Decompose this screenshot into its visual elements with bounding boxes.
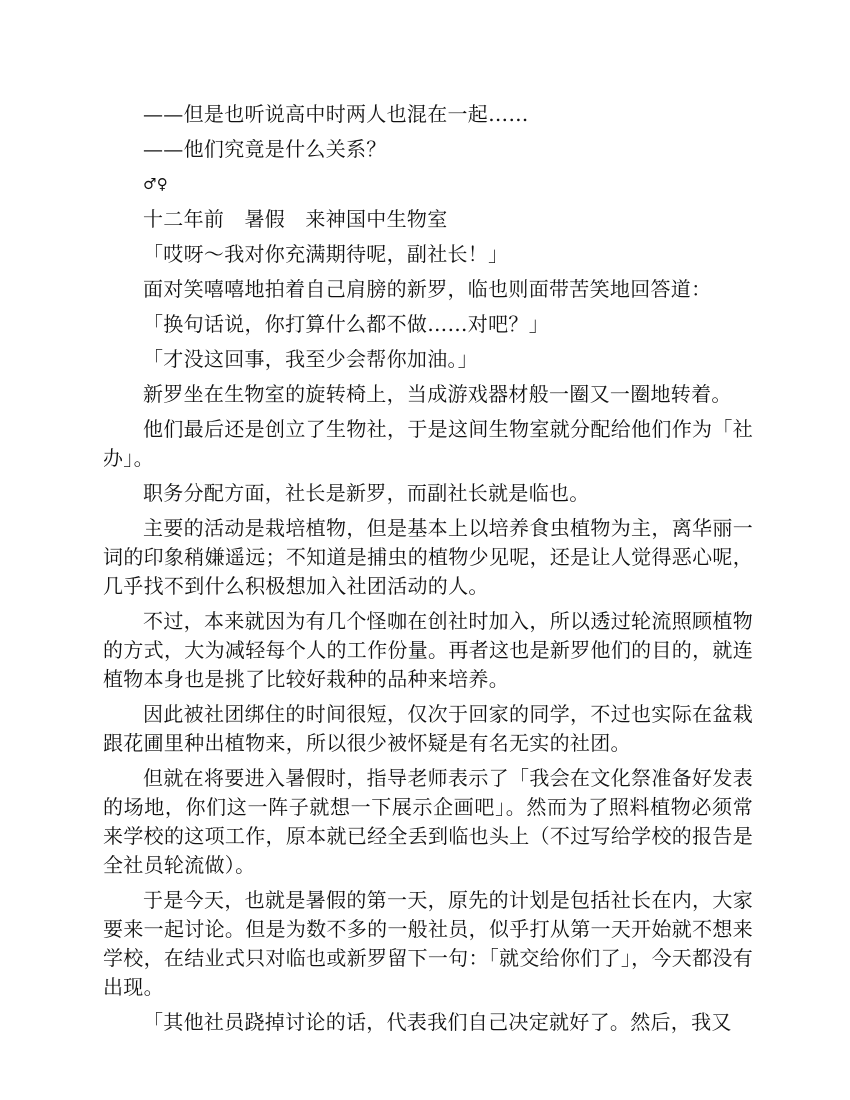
paragraph-narration: 于是今天，也就是暑假的第一天，原先的计划是包括社长在内，大家要来一起讨论。但是为数不多的一般社员，似乎打从第一天开始就不想来学校，在结业式只对临也或新罗留下一句：「就交给你们了」，今天都没有出现。 bbox=[103, 888, 753, 999]
paragraph-narration: 新罗坐在生物室的旋转椅上，当成游戏器材般一圈又一圈地转着。 bbox=[143, 382, 732, 406]
paragraph-narration: 职务分配方面，社长是新罗，而副社长就是临也。 bbox=[143, 481, 590, 505]
paragraph-dialogue: 「才没这回事，我至少会帮你加油。」 bbox=[143, 347, 479, 371]
section-break-symbols: ♂♀ bbox=[143, 175, 169, 193]
scene-heading: 十二年前 暑假 来神国中生物室 bbox=[143, 207, 448, 231]
paragraph-narration: 他们最后还是创立了生物社，于是这间生物室就分配给他们作为「社办」。 bbox=[103, 417, 753, 470]
paragraph-relationship-question: ——他们究竟是什么关系？ bbox=[143, 137, 387, 161]
paragraph-narration: 不过，本来就因为有几个怪咖在创社时加入，所以透过轮流照顾植物的方式，大为减轻每个人的工作份量。再者这也是新罗他们的目的，就连植物本身也是挑了比较好栽种的品种来培养。 bbox=[103, 609, 753, 691]
paragraph-dialogue: 「换句话说，你打算什么都不做……对吧？」 bbox=[143, 312, 549, 336]
paragraph-dialogue: 「其他社员跷掉讨论的话，代表我们自己决定就好了。然后，我又 bbox=[143, 1010, 732, 1034]
document-page bbox=[103, 100, 753, 1043]
paragraph-narration: 但就在将要进入暑假时，指导老师表示了「我会在文化祭准备好发表的场地，你们这一阵子就想一下展示企画吧」。然而为了照料植物必须常来学校的这项工作，原本就已经全丢到临也头上（不过写给学校的报告是全社员轮流做）。 bbox=[103, 766, 753, 877]
paragraph-dialogue: 「哎呀～我对你充满期待呢，副社长！」 bbox=[143, 242, 509, 266]
paragraph-rumor-line: ——但是也听说高中时两人也混在一起…… bbox=[143, 102, 529, 126]
paragraph-narration: 面对笑嘻嘻地拍着自己肩膀的新罗，临也则面带苦笑地回答道： bbox=[143, 277, 712, 301]
paragraph-narration: 主要的活动是栽培植物，但是基本上以培养食虫植物为主，离华丽一词的印象稍嫌遥远；不知道是捕虫的植物少见呢，还是让人觉得恶心呢，几乎找不到什么积极想加入社团活动的人。 bbox=[103, 516, 753, 598]
paragraph-narration: 因此被社团绑住的时间很短，仅次于回家的同学，不过也实际在盆栽跟花圃里种出植物来，所以很少被怀疑是有名无实的社团。 bbox=[103, 702, 753, 755]
